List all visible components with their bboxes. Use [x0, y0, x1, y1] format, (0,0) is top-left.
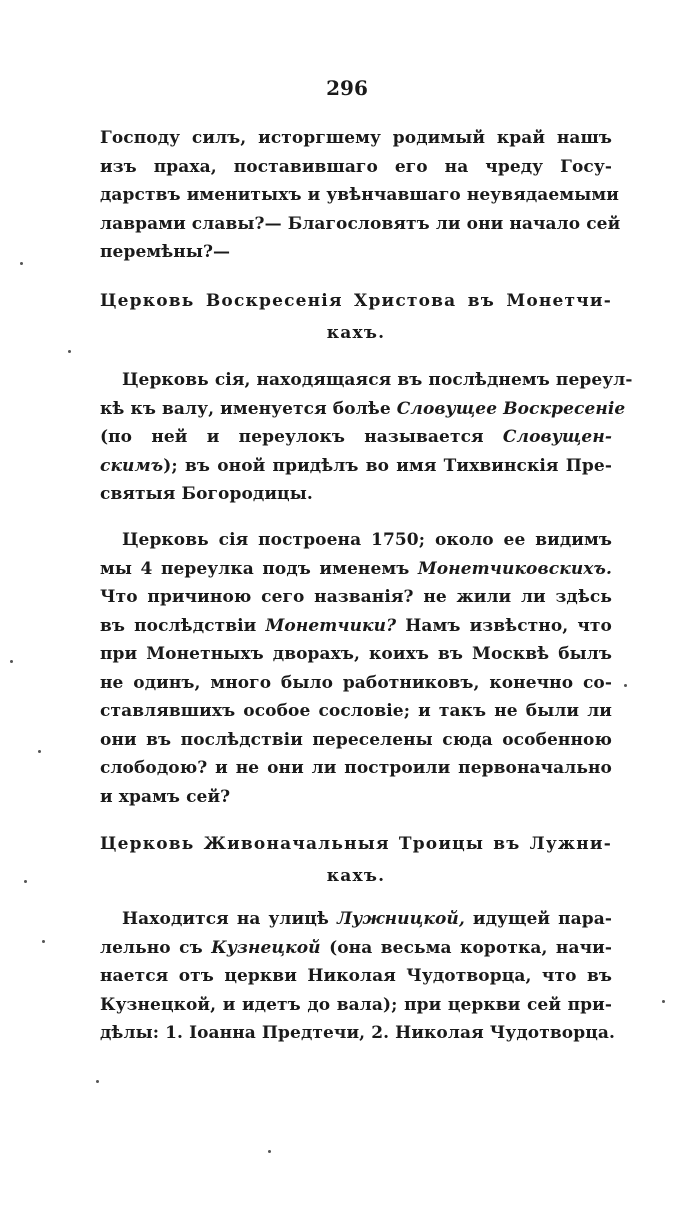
text-line: мы 4 переулка подъ именемъ Монетчиковскихъ.	[100, 558, 612, 579]
text-line: Церковь сія, находящаяся въ послѣднемъ переул-	[122, 370, 633, 390]
paragraph-4	[100, 905, 615, 1048]
text-line: Господу силъ, исторгшему родимый край нашъ	[100, 128, 612, 148]
scan-speck	[624, 684, 627, 687]
text-line: Церковь сія построена 1750; около ее видимъ	[122, 530, 612, 550]
scan-speck	[268, 1150, 271, 1153]
text-line: перемѣны?—	[100, 242, 231, 262]
text-line: дѣлы: 1. Іоанна Предтечи, 2. Николая Чудотворца.	[100, 1023, 615, 1043]
scan-speck	[42, 940, 45, 943]
text-line: нается отъ церкви Николая Чудотворца, что въ	[100, 966, 612, 986]
text-line: изъ праха, поставившаго его на чреду Госу-	[100, 156, 612, 177]
heading-line: Церковь Живоначальныя Троицы въ Лужни-	[100, 834, 612, 854]
text-line: (по ней и переулокъ называется Словущен-	[100, 427, 612, 447]
scan-speck	[38, 750, 41, 753]
text-line: не одинъ, много было работниковъ, конечно со-	[100, 672, 612, 693]
paragraph-3	[100, 526, 612, 811]
section-heading-1	[100, 285, 612, 349]
paragraph-1	[100, 124, 621, 267]
text-line: лельно съ Кузнецкой (она весьма коротка, начи-	[100, 937, 612, 958]
text-line: Кузнецкой, и идетъ до вала); при церкви сей при-	[100, 994, 612, 1015]
text-line: Что причиною сего названія? не жили ли здѣсь	[100, 587, 612, 607]
scan-speck	[24, 880, 27, 883]
text-line: при Монетныхъ дворахъ, коихъ въ Москвѣ былъ	[100, 644, 612, 664]
text-line: ставлявшихъ особое сословіе; и такъ не были ли	[100, 701, 612, 721]
heading-line: кахъ.	[326, 323, 386, 343]
scan-speck	[662, 1000, 665, 1003]
text-line: скимъ); въ оной придѣлъ во имя Тихвинскія Пре-	[100, 455, 612, 476]
text-line: они въ послѣдствіи переселены сюда особенною	[100, 729, 612, 750]
scan-speck	[96, 1080, 99, 1083]
text-line: слободою? и не они ли построили первоначально	[100, 758, 612, 778]
heading-line: кахъ.	[326, 866, 386, 886]
text-line: лаврами славы?— Благословятъ ли они начало сей	[100, 213, 621, 234]
text-line: святыя Богородицы.	[100, 484, 313, 504]
section-heading-2	[100, 828, 612, 892]
heading-line: Церковь Воскресенія Христова въ Монетчи-	[100, 291, 612, 311]
paragraph-2	[100, 366, 633, 509]
text-line: и храмъ сей?	[100, 786, 231, 807]
scan-speck	[68, 350, 71, 353]
text-line: въ послѣдствіи Монетчики? Намъ извѣстно, что	[100, 615, 612, 636]
text-line: дарствъ именитыхъ и увѣнчавшаго неувядаемыми	[100, 185, 619, 205]
scan-speck	[10, 660, 13, 663]
scan-speck	[20, 262, 23, 265]
page-number: 296	[326, 76, 368, 100]
text-line: кѣ къ валу, именуется болѣе Словущее Воскресеніе	[100, 398, 626, 419]
text-line: Находится на улицѣ Лужницкой, идущей пара-	[122, 909, 612, 929]
